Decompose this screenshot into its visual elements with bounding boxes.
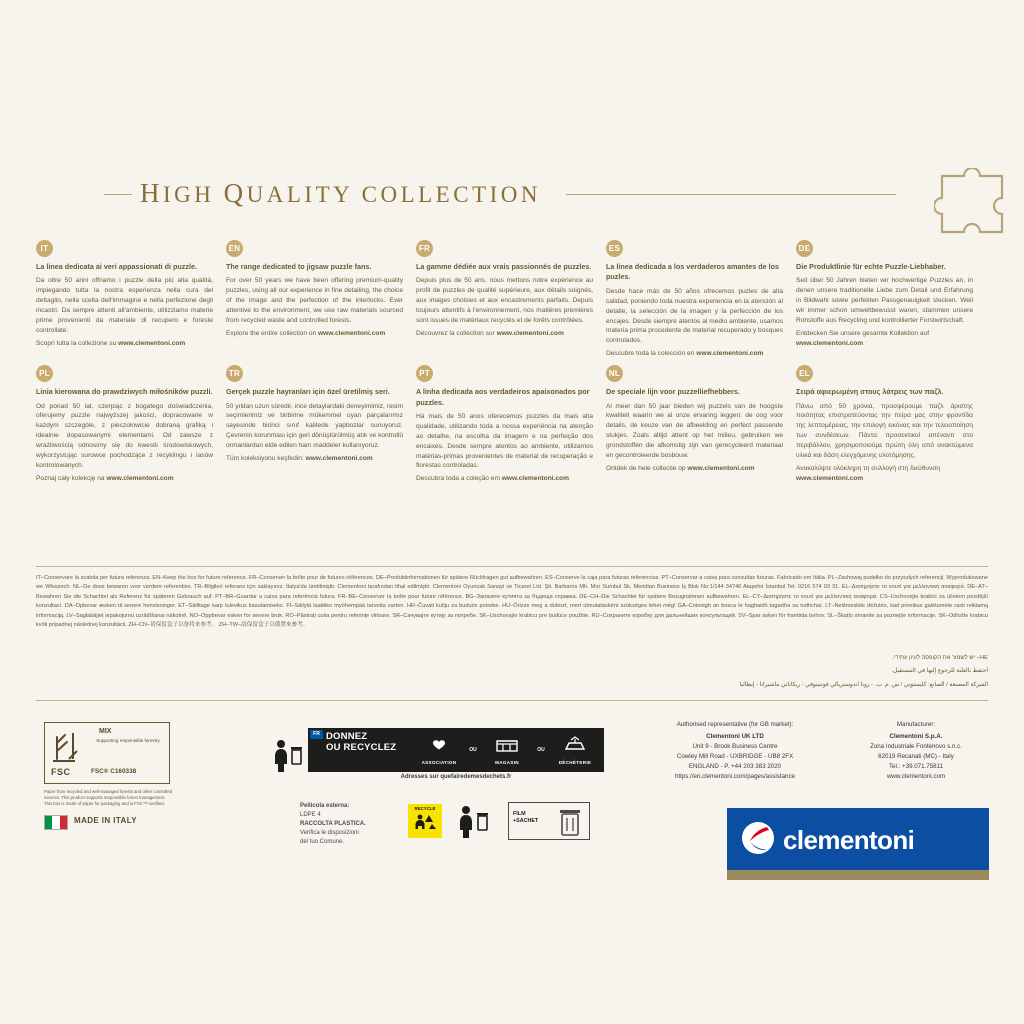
language-link-prefix-pl: Poznaj cały kolekcję na [36, 474, 105, 482]
language-link-prefix-es: Descubre toda la colección en [606, 350, 695, 358]
language-link-de[interactable] [796, 329, 985, 349]
language-url-de[interactable]: www.clementoni.com [796, 339, 864, 347]
manufacturer-url[interactable]: www.clementoni.com [886, 773, 946, 781]
fineprint-arabic: احتفظ بالعلبة للرجوع إليها في المستقبل. [891, 668, 988, 674]
language-link-nl[interactable] [606, 464, 795, 474]
puzzle-piece-icon [934, 168, 1018, 245]
language-block-fr [416, 240, 606, 359]
language-body-fr: Depuis plus de 50 ans, nous mettons notre expérience au profit de puzzles de qualité supérieure, aux détails soignés, aux images choisies et aux encastrements parfaits. Depuis toujours attentifs à l'environnement, nos matières premières sont issues de matériaux recyclés et de forêts contrôlées. [416, 277, 593, 324]
language-link-prefix-it: Scopri tutta la collezione su [36, 339, 117, 347]
uk-representative-address [640, 720, 830, 782]
divider-bottom [36, 700, 988, 701]
bin-person-icon [455, 804, 489, 845]
fsc-tree-icon [51, 729, 81, 770]
language-link-fr[interactable] [416, 329, 605, 339]
language-body-es: Desde hace más de 50 años ofrecemos puzles de alta calidad, poniendo toda nuestra experiencia en la atención al detalle, la selección de la imagen y la perfección de los encajes. Desde siempre atentos al medio ambiente, usamos materia prima procedente de material recuperado y bosques controlados. [606, 287, 783, 345]
language-url-nl[interactable]: www.clementoni.com [687, 464, 755, 472]
language-block-el [796, 365, 986, 484]
language-url-en[interactable]: www.clementoni.com [318, 329, 386, 337]
recycle-option-magasin-label: MAGASIN [495, 760, 519, 765]
language-block-it [36, 240, 226, 359]
donate-or-recycle-block [270, 728, 604, 786]
language-block-es [606, 240, 796, 359]
manufacturer-line-1: Zona Industriale Fontenovo s.n.c. [870, 743, 962, 751]
language-url-pl[interactable]: www.clementoni.com [106, 474, 174, 482]
uk-address-line-0: Clementoni UK LTD [706, 733, 764, 741]
film-sachet-badge [508, 802, 590, 840]
language-headline-fr: La gamme dédiée aux vrais passionnés de puzzles. [416, 262, 592, 271]
recycle-option-association-label: ASSOCIATION [421, 760, 457, 765]
language-badge-de: DE [796, 240, 813, 257]
language-badge-el: EL [796, 365, 813, 382]
recycle-address-note: Adresses sur quefairedemesdechets.fr [400, 774, 512, 780]
fsc-brand-label: FSC [51, 767, 71, 777]
language-headline-el: Σειρά αφιερωμένη στους λάτρεις των παζλ. [796, 387, 944, 397]
language-body-pl: Od ponad 50 lat, czerpiąc z bogatego doświadczenia, oferujemy puzzle najwyższej jakości, dopracowane w każdym szczególe, z pieczołowicie dobraną grafiką i idealnie dopasowanymi elementami. Od zawsze z wrażliwością odnosimy się do kwestii środowiskowych, wykorzystując surowce pochodzące z recyklingu i lasów kontrolowanych. [36, 402, 213, 469]
language-link-en[interactable] [226, 329, 415, 339]
fsc-sub-label: Supporting responsible forestry [96, 738, 160, 743]
clementoni-c-icon [741, 821, 775, 855]
language-url-el[interactable]: www.clementoni.com [796, 474, 864, 482]
language-block-en [226, 240, 416, 359]
recycle-options [412, 729, 602, 771]
language-link-prefix-de: Entdecken Sie unsere gesamte Kollektion auf [796, 329, 930, 337]
italy-flag-icon [44, 815, 68, 830]
clementoni-wordmark: clementoni [783, 825, 915, 855]
language-badge-fr: FR [416, 240, 433, 257]
language-headline-pl: Linia kierowana do prawdziwych miłośników puzzli. [36, 387, 213, 397]
language-body-it: Da oltre 50 anni offriamo i puzzle della più alta qualità, impiegando tutta la nostra esperienza nella cura del dettaglio, nella scelta dell'immagine e nella perfezione degli incastri. Da sempre attenti all'ambiente, utilizziamo materie prime provenienti da materiale di recupero e foreste controllate. [36, 277, 213, 334]
language-body-el: Πάνω από 50 χρόνια, προσφέρουμε παζλ άριστης ποιότητας επιστρατεύοντας την πείρα μας στην φροντίδα της λεπτομέρειας, την επιλογή εικόνας και την τελειοποίηση των συνδέσεων. Πάντα προσεκτικοί απέναντι στο περιβάλλον, χρησιμοποιούμε πρώτη ύλη από ανακτώμενα υλικά και δάση ελεγχόμενης υλοτόμησης. [796, 402, 973, 459]
language-headline-es: La línea dedicada a los verdaderos amantes de los puzles. [606, 262, 779, 282]
language-headline-tr: Gerçek puzzle hayranları için özel üretilmiş seri. [226, 387, 390, 397]
header-rule-right [566, 194, 896, 195]
packaging-disposal-block [300, 800, 600, 846]
language-link-tr[interactable] [226, 454, 415, 464]
fineprint-multilingual: IT–Conservare la scatola per futura referenza. EN–Keep the box for future reference. FR–Conserver la boîte pour de futures références. DE–Produktinformationen für spätere Rückfragen gut aufbewahren. ES–Conserve la caja para futuras referencias. PT–Conservar a caixa para consultas futuras. Fabricado em Itália. PL–Zachowaj pudełko do przyszłych referencji. Wyprodukowane we Włoszech. NL–De doos bewaren voor verdere referenties. TR–Bilgileri referans için saklayınız. İtalya'da üretilmiştir. Clementoni tarafından ithal edilmiştir. Clementoni Oyuncak Sanayi ve Ticaret Ltd. Şti. Barbaros Mh. Mor Sumbul Sk. Meridian Business İş Blok No:1/144 34746 Ataşehir İstanbul Tel: 0216 574 93 31. EL–Διατηρήστε το κουτί για μελλοντική αναφορά. DE–AT–Bewahren Sie die Schachtel als Referenz für späteren Gebrauch auf. PT–BR–Guardar a caixa para referência futura. FR–BE–Conserver la boîte pour future référence. BG–Запазете кутията за бъдеща справка. DE–CH–Die Schachtel für spätere Bezugnahmen aufbewahren. EL–CY–Διατηρήστε το κουτί για μελλοντική αναφορά. CS–Uschovejte krabici za účelem pozdější konzultací. DA–Opbevar æsken til senere henvisninger. ET–Säilitage karp tulevikus kasutamiseks. FI–Säilytä laatikko myöhempää tarvetta varten. HR–Čuvati kutiju za buduće potrebe. HU–Őrizze meg a dobozt, mert útmutatásként szükséges lehet még! GA–Coinnigh an bosca le haghaidh tagartha sa todhchaí. LT–Neišmeskite dėžutės, kad prireikus galėtumėte rasti reikiamą informaciją. LV–Saglabājiet iepakojumu uzrādīšanai nākotnē. NO–Oppbevar esken for senere bruk. RO–Păstrați cutia pentru referințe viitoare. SR–Сачувајте кутију за потребе. SK–Uschovajte krabicu pre budúce použitie. RU–Сохраните коробку для дальнейших консультаций. SV–Spar asken för framtida behov. SL–Škatlo shranite za poznejše informacije. SK–Odložte krabicu kvôli prípadnej následnej konzultácii. ZH–CN–请保留盒子以备将来参考。 ZH–TW–請保留盒子以備將來參考。 [36, 575, 988, 628]
film-line1: Pellicola esterna: [300, 803, 350, 809]
language-link-prefix-tr: Tüm koleksiyonu keşfedin: [226, 455, 304, 462]
triman-recycle-badge [408, 804, 442, 838]
fineprint-hebrew: HE– יש לשמור את הקופסה לעיון עתידי. [892, 655, 988, 661]
recycle-banner [308, 728, 604, 772]
language-body-en: For over 50 years we have been offering premium-quality puzzles, using all our experience in fine detailing, the choice of the image and the perfection of the interlocks. Ever attentive to the environment, we use raw materials sourced from recycled waste and controlled forests. [226, 277, 403, 324]
language-link-pt[interactable] [416, 474, 605, 484]
language-block-pl [36, 365, 226, 484]
language-badge-es: ES [606, 240, 623, 257]
film-line5: del tuo Comune. [300, 839, 345, 845]
language-badge-pl: PL [36, 365, 53, 382]
language-link-es[interactable] [606, 349, 795, 359]
header-rule-left [104, 194, 132, 195]
language-badge-it: IT [36, 240, 53, 257]
recycle-option-decheterie [548, 735, 602, 765]
language-badge-nl: NL [606, 365, 623, 382]
recycle-option-magasin [480, 735, 534, 765]
recycle-title [326, 732, 396, 754]
language-link-prefix-pt: Descubra toda a coleção em [416, 475, 500, 483]
fsc-code-label: FSC® C160338 [91, 768, 137, 775]
recycle-title-line2: OU RECYCLEZ [326, 741, 397, 753]
language-link-prefix-nl: Ontdek de hele collectie op [606, 464, 686, 472]
language-sections [36, 240, 988, 490]
page-title: HIGH QUALITY COLLECTION [140, 178, 541, 208]
uk-address-url[interactable]: https://en.clementoni.com/pages/assistance [674, 773, 796, 781]
manufacturer-line-2: 62019 Recanati (MC) - Italy [878, 753, 954, 761]
language-badge-pt: PT [416, 365, 433, 382]
manufacturer-heading: Manufacturer: [896, 721, 936, 728]
manufacturer-line-3: Tel.: +39.071.75811 [888, 763, 944, 771]
person-disposal-icon [270, 738, 302, 777]
language-body-tr: 50 yıldan uzun süredir, ince detaylardaki deneyimimiz, resim seçimlerimiz ve birbirine mükemmel uyan parçalarımız sayesinde birinci sınıf kalitede yapbozlar sunuyoruz. Çevrenin korunması için geri dönüştürülmüş atık ve kontrollü ormanlardan elde edilen ham maddeler kullanıyoruz. [226, 402, 403, 450]
film-sachet-line1: FILM [513, 811, 526, 817]
language-headline-nl: De speciale lijn voor puzzelliefhebbers. [606, 387, 740, 397]
film-line2: LDPE 4 [300, 812, 321, 818]
language-badge-en: EN [226, 240, 243, 257]
language-block-de [796, 240, 986, 359]
uk-address-line-1: Unit 9 - Brook Business Centre [692, 743, 778, 751]
triman-icon [410, 811, 440, 831]
recycling-center-icon [562, 735, 588, 753]
uk-address-line-3: ENGLAND - P. +44 203 383 2020 [688, 763, 782, 771]
language-link-prefix-fr: Découvrez la collection sur [416, 329, 495, 337]
language-link-prefix-en: Explore the entire collection on [226, 329, 317, 337]
store-icon [494, 735, 520, 753]
uk-address-line-2: Cowley Mill Road - UXBRIDGE - UB8 2FX [676, 753, 794, 761]
language-headline-pt: A linha dedicada aos verdadeiros apaixonados por puzzles. [416, 387, 590, 407]
fsc-certification-box [44, 722, 170, 784]
manufacturer-address [840, 720, 992, 782]
film-sachet-line2: +SACHET [513, 818, 539, 825]
film-instructions [300, 802, 392, 847]
recycle-option-association [412, 735, 466, 765]
manufacturer-line-0: Clementoni S.p.A. [889, 733, 943, 741]
language-block-tr [226, 365, 416, 484]
language-url-pt[interactable]: www.clementoni.com [501, 475, 569, 483]
language-link-it[interactable] [36, 339, 225, 349]
fineprint-arabic-manufacturer: الشركة المصنعة / الصانع: كليمنتوني / ش. م. ب. - زونا اندوستريالي فونتينوفي - ريكاناتي ماشيراتا - إيطاليا [739, 682, 988, 688]
language-link-prefix-el: Ανακαλύψτε ολόκληρη τη συλλογή στη διεύθυνση [796, 464, 941, 472]
language-body-de: Seit über 50 Jahren bieten wir hochwertige Puzzles an, in denen unsere traditionelle Liebe zum Detail und Erfahrung in Bildwahl sowie perfekten Passgenauigkeit stecken. Weil wir immer schon umweltbewusst waren, stammen unsere Rohstoffe aus Recycling und kontrollierter Forstwirtschaft. [796, 277, 973, 324]
language-headline-en: The range dedicated to jigsaw puzzle fans. [226, 262, 372, 271]
uk-address-heading: Authorised representative (for GB market): [676, 721, 794, 728]
language-link-el[interactable] [796, 464, 985, 484]
triman-label: RECYCLE [414, 806, 436, 811]
language-url-fr[interactable]: www.clementoni.com [496, 329, 564, 337]
hand-heart-icon [426, 735, 452, 753]
fsc-mix-label: MIX [99, 728, 112, 735]
language-link-pl[interactable] [36, 474, 225, 484]
language-block-nl [606, 365, 796, 484]
waste-bin-icon [557, 807, 583, 842]
language-headline-de: Die Produktlinie für echte Puzzle-Liebhaber. [796, 262, 946, 271]
language-url-it[interactable]: www.clementoni.com [118, 339, 186, 347]
film-line4: Verifica le disposizioni [300, 830, 359, 836]
header [36, 178, 988, 218]
language-badge-tr: TR [226, 365, 243, 382]
recycle-title-line1: DONNEZ [326, 731, 368, 742]
film-sachet-tag [513, 811, 538, 825]
clementoni-logo [727, 808, 989, 870]
language-body-nl: Al meer dan 50 jaar bieden wij puzzels van de hoogste kwaliteit waarin we al onze ervaring leggen: de oog voor details, de keuze van de afbeelding en perfect passende stukjes. Zoals altijd attent op het milieu, gebruiken we grondstoffen die afkomstig zijn van gerecycleerd materiaal en gecontroleerde bosbouw. [606, 402, 783, 459]
france-flag-badge: FR [310, 730, 323, 739]
film-line3: RACCOLTA PLASTICA. [300, 821, 366, 827]
recycle-or-1: OU [469, 747, 477, 753]
logo-bottom-bar [727, 870, 989, 880]
recycle-or-2: OU [537, 747, 545, 753]
language-url-es[interactable]: www.clementoni.com [696, 350, 764, 358]
recycle-option-decheterie-label: DÉCHÈTERIE [558, 760, 592, 765]
divider-top [36, 566, 988, 567]
language-body-pt: Há mais de 50 anos oferecemos puzzles da mais alta qualidade, utilizando toda a nossa experiência na atenção ao detalhe, na escolha da imagem e na perfeição dos encaixes. Desde sempre atentos ao ambiente, utilizamos matérias-primas provenientes de material de recuperação e florestas controladas. [416, 412, 593, 470]
language-headline-it: La linea dedicata ai veri appassionati di puzzle. [36, 262, 197, 271]
language-url-tr[interactable]: www.clementoni.com [305, 455, 373, 462]
language-block-pt [416, 365, 606, 484]
fsc-note: Paper from recycled and well-managed forests and other controlled sources. This product supports responsible forest management. This box is made of paper for packaging and is FSC™-certified. [44, 789, 173, 806]
made-in-italy-label: MADE IN ITALY [74, 816, 137, 825]
